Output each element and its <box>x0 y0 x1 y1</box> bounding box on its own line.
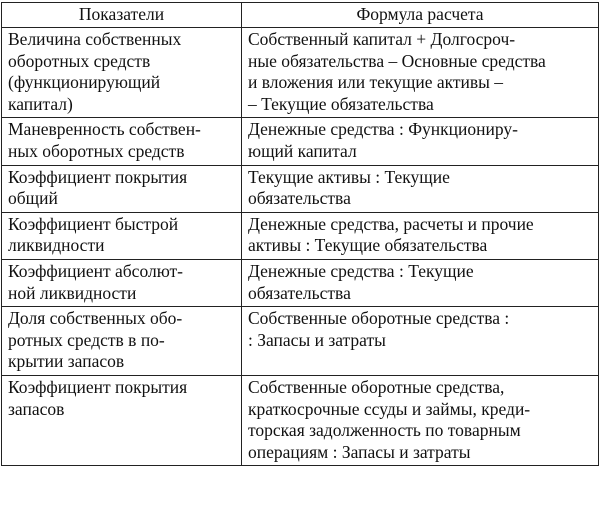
table-row <box>2 212 599 259</box>
indicator-cell: Доля собственных обо- ротных средств в по- крытии запасов <box>2 307 242 376</box>
formula-cell: Собственные оборотные средства : : Запасы и затраты <box>242 307 599 376</box>
table-row <box>2 28 599 118</box>
indicator-cell: Коэффициент абсолют- ной ликвидности <box>2 259 242 306</box>
header-indicators: Показатели <box>2 3 242 28</box>
formula-cell: Денежные средства : Текущие обязательства <box>242 259 599 306</box>
table-row <box>2 307 599 376</box>
formula-cell: Денежные средства, расчеты и прочие активы : Текущие обязательства <box>242 212 599 259</box>
header-formula: Формула расчета <box>242 3 599 28</box>
formula-cell: Текущие активы : Текущие обязательства <box>242 165 599 212</box>
indicators-table <box>1 2 599 466</box>
indicator-cell: Маневренность собствен- ных оборотных средств <box>2 118 242 165</box>
formula-cell: Собственные оборотные средства, краткосрочные ссуды и займы, креди- торская задолженность по товарным операциям : Запасы и затраты <box>242 375 599 465</box>
table-row <box>2 375 599 465</box>
indicator-cell: Коэффициент покрытия запасов <box>2 375 242 465</box>
indicator-cell: Коэффициент покрытия общий <box>2 165 242 212</box>
formula-cell: Собственный капитал + Долгосроч- ные обязательства – Основные средства и вложения или текущие активы – – Текущие обязательства <box>242 28 599 118</box>
indicator-cell: Величина собственных оборотных средств (функционирующий капитал) <box>2 28 242 118</box>
table-row <box>2 165 599 212</box>
table-row <box>2 118 599 165</box>
table-header-row <box>2 3 599 28</box>
formula-cell: Денежные средства : Функциониру- ющий капитал <box>242 118 599 165</box>
table-row <box>2 259 599 306</box>
indicator-cell: Коэффициент быстрой ликвидности <box>2 212 242 259</box>
